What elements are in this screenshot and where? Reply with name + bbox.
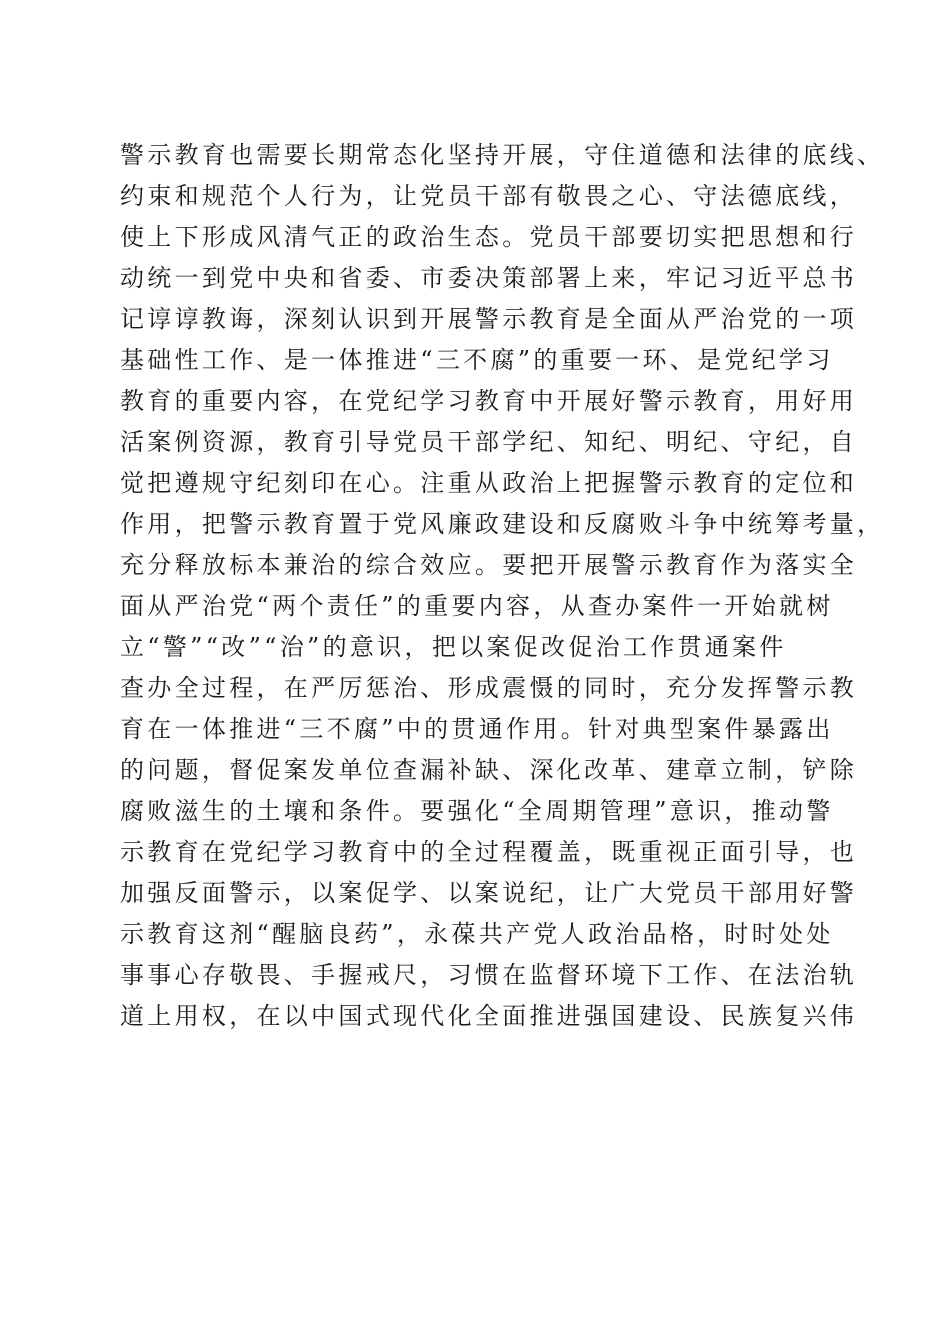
text-line: 面从严治党“两个责任”的重要内容，从查办案件一开始就树 (120, 592, 834, 620)
text-line: 教育的重要内容，在党纪学习教育中开展好警示教育，用好用 (120, 387, 858, 415)
text-line: 腐败滋生的土壤和条件。要强化“全周期管理”意识，推动警 (120, 797, 834, 825)
text-line: 记谆谆教诲，深刻认识到开展警示教育是全面从严治党的一项 (120, 305, 858, 333)
text-line: 事事心存敬畏、手握戒尺，习惯在监督环境下工作、在法治轨 (120, 961, 858, 989)
text-line: 示教育在党纪学习教育中的全过程覆盖，既重视正面引导，也 (120, 838, 858, 866)
text-line: 觉把遵规守纪刻印在心。注重从政治上把握警示教育的定位和 (120, 469, 858, 497)
text-line: 警示教育也需要长期常态化坚持开展，守住道德和法律的底线、 (120, 141, 885, 169)
text-line: 基础性工作、是一体推进“三不腐”的重要一环、是党纪学习 (120, 346, 834, 374)
text-line: 动统一到党中央和省委、市委决策部署上来，牢记习近平总书 (120, 264, 858, 292)
text-line: 道上用权，在以中国式现代化全面推进强国建设、民族复兴伟 (120, 1002, 858, 1030)
text-line: 示教育这剂“醒脑良药”，永葆共产党人政治品格，时时处处 (120, 920, 834, 948)
text-line: 活案例资源，教育引导党员干部学纪、知纪、明纪、守纪，自 (120, 428, 858, 456)
text-line: 充分释放标本兼治的综合效应。要把开展警示教育作为落实全 (120, 551, 858, 579)
text-line: 使上下形成风清气正的政治生态。党员干部要切实把思想和行 (120, 223, 858, 251)
text-line: 的问题，督促案发单位查漏补缺、深化改革、建章立制，铲除 (120, 756, 858, 784)
text-line: 查办全过程，在严厉惩治、形成震慑的同时，充分发挥警示教 (120, 674, 858, 702)
text-line: 作用，把警示教育置于党风廉政建设和反腐败斗争中统筹考量， (120, 510, 885, 538)
text-line: 育在一体推进“三不腐”中的贯通作用。针对典型案件暴露出 (120, 715, 834, 743)
text-line: 加强反面警示，以案促学、以案说纪，让广大党员干部用好警 (120, 879, 858, 907)
text-line: 约束和规范个人行为，让党员干部有敬畏之心、守法德底线， (120, 182, 858, 210)
text-line: 立“警”“改”“治”的意识，把以案促改促治工作贯通案件 (120, 633, 787, 661)
